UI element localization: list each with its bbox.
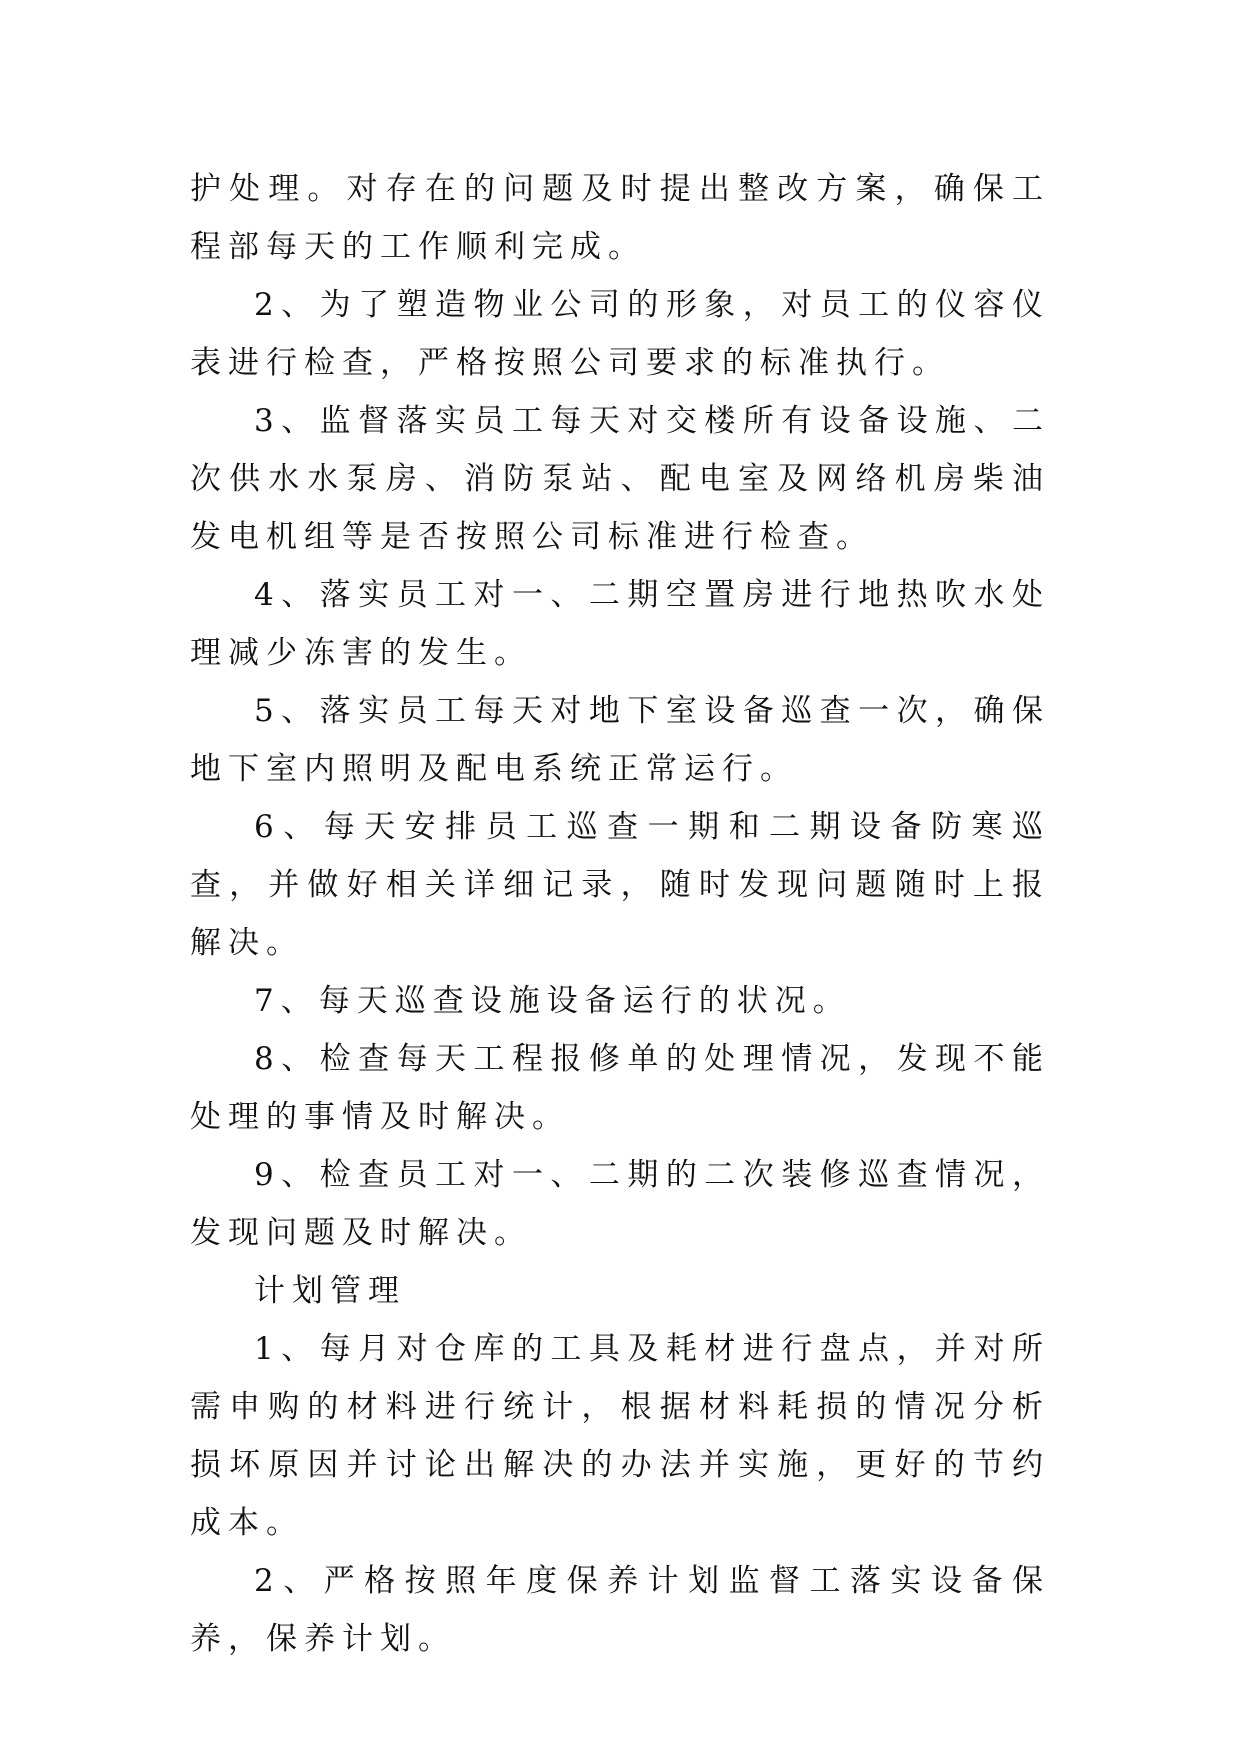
paragraph-continuation: 护处理。对存在的问题及时提出整改方案，确保工程部每天的工作顺利完成。 [190,171,1050,265]
paragraph-item-4-vacant-rooms: 4、落实员工对一、二期空置房进行地热吹水处理减少冻害的发生。 [190,577,1050,671]
paragraph-item-2-appearance: 2、为了塑造物业公司的形象，对员工的仪容仪表进行检查，严格按照公司要求的标准执行。 [190,287,1050,381]
paragraph-plan-item-1-inventory: 1、每月对仓库的工具及耗材进行盘点，并对所需申购的材料进行统计，根据材料耗损的情况分析损坏原因并讨论出解决的办法并实施，更好的节约成本。 [190,1331,1050,1541]
paragraph-item-3-equipment-check: 3、监督落实员工每天对交楼所有设备设施、二次供水水泵房、消防泵站、配电室及网络机房柴油发电机组等是否按照公司标准进行检查。 [190,403,1050,555]
paragraph-plan-item-2-maintenance: 2、严格按照年度保养计划监督工落实设备保养，保养计划。 [190,1563,1050,1657]
paragraph-item-7-patrol: 7、每天巡查设施设备运行的状况。 [254,983,851,1019]
paragraph-item-9-renovation: 9、检查员工对一、二期的二次装修巡查情况，发现问题及时解决。 [190,1157,1050,1251]
paragraph-item-6-cold-protection: 6、每天安排员工巡查一期和二期设备防寒巡查，并做好相关详细记录，随时发现问题随时上报解决。 [190,809,1050,961]
paragraph-item-8-repair-orders: 8、检查每天工程报修单的处理情况，发现不能处理的事情及时解决。 [190,1041,1050,1135]
document-body [190,160,1050,1668]
paragraph-item-5-basement: 5、落实员工每天对地下室设备巡查一次，确保地下室内照明及配电系统正常运行。 [190,693,1050,787]
section-heading-plan-management: 计划管理 [254,1273,406,1309]
